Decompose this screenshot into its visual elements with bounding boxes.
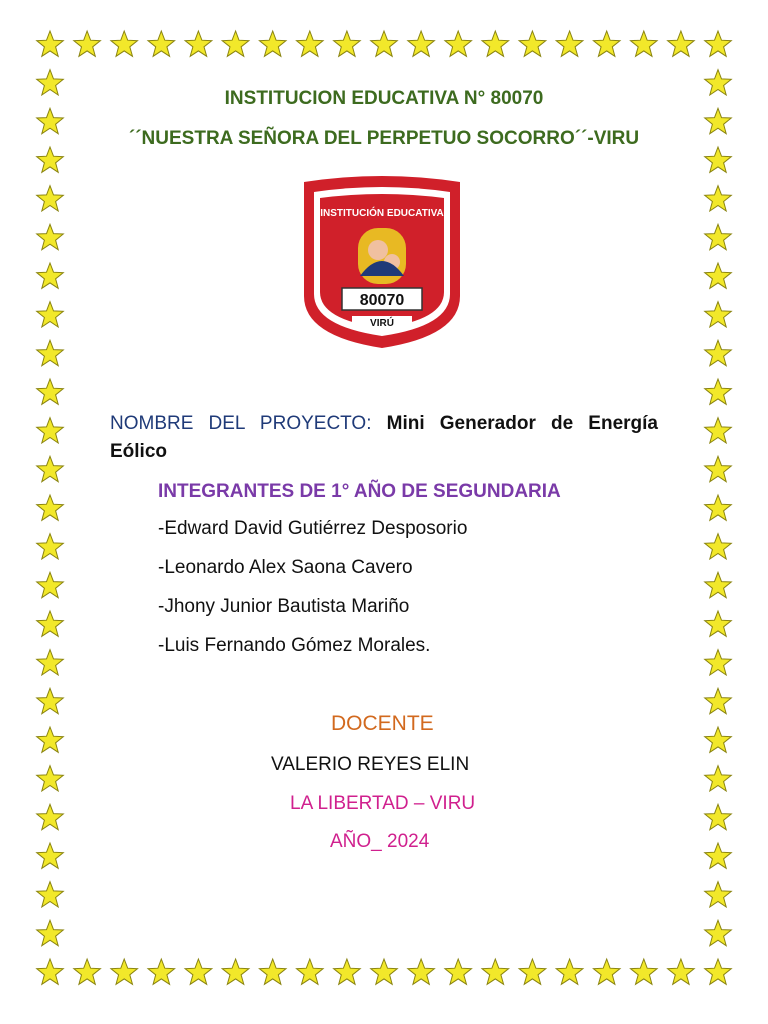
star-icon <box>37 727 64 752</box>
star-icon <box>222 959 249 984</box>
star-icon <box>37 882 64 907</box>
star-icon <box>37 959 64 984</box>
star-icon <box>705 418 732 443</box>
star-icon <box>37 572 64 597</box>
star-icon <box>297 959 324 984</box>
star-icon <box>519 31 546 56</box>
star-icon <box>259 31 286 56</box>
star-icon <box>705 611 732 636</box>
project-title: Mini Generador de Energía Eólico <box>110 413 658 462</box>
member-item: -Edward David Gutiérrez Desposorio <box>158 518 468 539</box>
star-icon <box>631 959 658 984</box>
star-icon <box>668 31 695 56</box>
star-icon <box>37 186 64 211</box>
star-icon <box>74 959 101 984</box>
star-icon <box>37 650 64 675</box>
members-title: INTEGRANTES DE 1° AÑO DE SEGUNDARIA <box>158 481 561 502</box>
logo-number: 80070 <box>359 292 405 309</box>
star-icon <box>705 224 732 249</box>
star-icon <box>37 224 64 249</box>
star-icon <box>334 959 361 984</box>
star-icon <box>37 263 64 288</box>
teacher-name: VALERIO REYES ELIN <box>271 754 470 775</box>
star-icon <box>445 959 472 984</box>
logo-town: VIRÚ <box>370 318 394 329</box>
star-icon <box>297 31 324 56</box>
star-icon <box>37 340 64 365</box>
star-icon <box>111 31 138 56</box>
star-icon <box>705 804 732 829</box>
star-icon <box>37 418 64 443</box>
member-item: -Jhony Junior Bautista Mariño <box>158 596 410 617</box>
star-icon <box>445 31 472 56</box>
star-icon <box>705 727 732 752</box>
star-icon <box>631 31 658 56</box>
star-icon <box>593 31 620 56</box>
star-icon <box>334 31 361 56</box>
star-icon <box>705 534 732 559</box>
star-icon <box>519 959 546 984</box>
star-icon <box>705 186 732 211</box>
member-item: -Leonardo Alex Saona Cavero <box>158 557 413 578</box>
star-icon <box>705 302 732 327</box>
star-icon <box>37 534 64 559</box>
project-name <box>110 410 658 466</box>
star-icon <box>705 263 732 288</box>
star-icon <box>148 959 175 984</box>
project-label: NOMBRE DEL PROYECTO: <box>110 413 372 434</box>
star-icon <box>705 456 732 481</box>
star-icon <box>705 147 732 172</box>
star-icon <box>482 31 509 56</box>
star-icon <box>705 959 732 984</box>
school-name: INSTITUCION EDUCATIVA N° 80070 <box>224 88 544 109</box>
star-icon <box>185 959 212 984</box>
star-icon <box>705 650 732 675</box>
star-icon <box>37 495 64 520</box>
star-icon <box>37 456 64 481</box>
member-item: -Luis Fernando Gómez Morales. <box>158 635 431 656</box>
star-icon <box>705 688 732 713</box>
place: LA LIBERTAD – VIRU <box>290 793 476 814</box>
star-icon <box>668 959 695 984</box>
star-icon <box>37 843 64 868</box>
star-icon <box>185 31 212 56</box>
school-full-name: ´´NUESTRA SEÑORA DEL PERPETUO SOCORRO´´-VIRU <box>128 128 640 149</box>
star-icon <box>74 31 101 56</box>
star-icon <box>482 959 509 984</box>
star-icon <box>37 920 64 945</box>
star-icon <box>705 495 732 520</box>
star-icon <box>705 920 732 945</box>
year: AÑO_ 2024 <box>330 831 430 852</box>
star-icon <box>148 31 175 56</box>
star-icon <box>408 31 435 56</box>
star-icon <box>371 959 398 984</box>
star-icon <box>705 766 732 791</box>
star-icon <box>37 688 64 713</box>
star-icon <box>37 31 64 56</box>
star-icon <box>37 611 64 636</box>
star-icon <box>705 379 732 404</box>
star-icon <box>37 147 64 172</box>
star-icon <box>111 959 138 984</box>
star-icon <box>705 31 732 56</box>
star-icon <box>37 379 64 404</box>
star-icon <box>705 843 732 868</box>
school-logo <box>298 176 466 352</box>
star-icon <box>37 804 64 829</box>
star-icon <box>408 959 435 984</box>
star-icon <box>222 31 249 56</box>
star-icon <box>593 959 620 984</box>
star-icon <box>705 340 732 365</box>
star-icon <box>37 302 64 327</box>
teacher-label: DOCENTE <box>331 712 434 735</box>
star-icon <box>259 959 286 984</box>
star-icon <box>37 766 64 791</box>
star-icon <box>556 31 583 56</box>
star-icon <box>705 572 732 597</box>
logo-top-text: INSTITUCIÓN EDUCATIVA <box>320 208 444 219</box>
star-icon <box>705 882 732 907</box>
star-icon <box>371 31 398 56</box>
star-icon <box>556 959 583 984</box>
